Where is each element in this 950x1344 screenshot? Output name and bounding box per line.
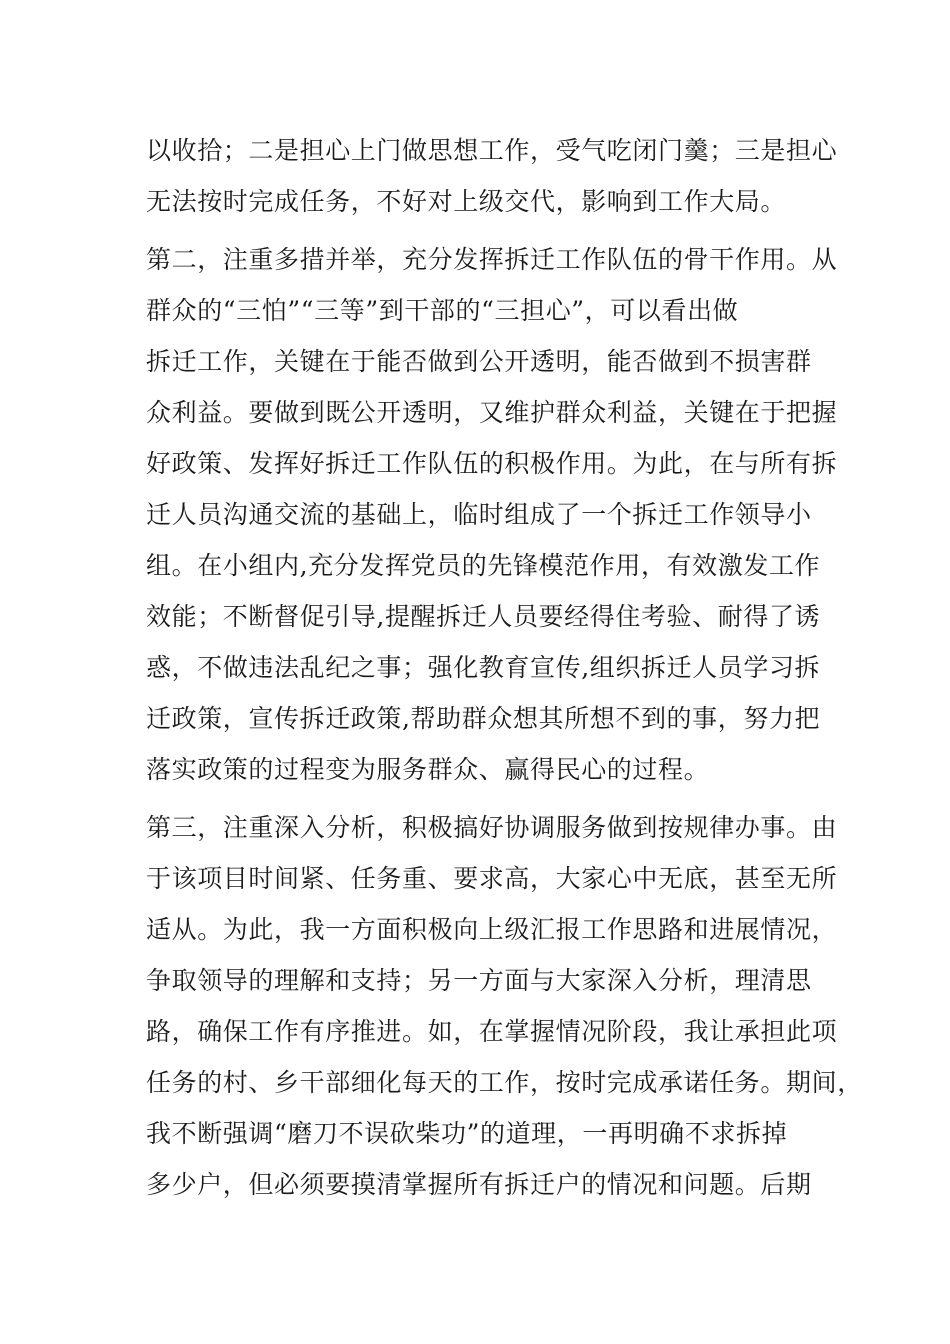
text-line: 我不断强调“磨刀不误砍柴功”的道理，一再明确不求拆掉 — [146, 1119, 788, 1148]
text-line: 争取领导的理解和支持；另一方面与大家深入分析，理清思 — [146, 966, 812, 995]
text-line: 群众的“三怕”“三等”到干部的“三担心”，可以看出做 — [146, 296, 739, 325]
document-body — [146, 125, 863, 1210]
paragraph-2 — [146, 234, 838, 795]
paragraph-3 — [146, 802, 863, 1210]
text-line: 惑，不做违法乱纪之事；强化教育宣传,组织拆迁人员学习拆 — [146, 653, 821, 682]
text-line: 任务的村、乡干部细化每天的工作，按时完成承诺任务。期间， — [146, 1068, 863, 1097]
text-line: 好政策、发挥好拆迁工作队伍的积极作用。为此，在与所有拆 — [146, 449, 838, 478]
text-line: 迁人员沟通交流的基础上，临时组成了一个拆迁工作领导小 — [146, 500, 812, 529]
text-line: 以收拾；二是担心上门做思想工作，受气吃闭门羹；三是担心 — [146, 136, 838, 165]
text-line: 路，确保工作有序推进。如，在掌握情况阶段，我让承担此项 — [146, 1017, 838, 1046]
paragraph-1 — [146, 125, 838, 227]
text-line: 第二，注重多措并举，充分发挥拆迁工作队伍的骨干作用。从 — [146, 245, 838, 274]
text-line: 迁政策，宣传拆迁政策,帮助群众想其所想不到的事，努力把 — [146, 704, 821, 733]
text-line: 多少户，但必须要摸清掌握所有拆迁户的情况和问题。后期 — [146, 1170, 812, 1199]
paragraph-spacer — [146, 795, 806, 802]
text-line: 效能；不断督促引导,提醒拆迁人员要经得住考验、耐得了诱 — [146, 602, 821, 631]
text-line: 组。在小组内,充分发挥党员的先锋模范作用，有效激发工作 — [146, 551, 821, 580]
text-line: 众利益。要做到既公开透明，又维护群众利益，关键在于把握 — [146, 398, 838, 427]
text-line: 无法按时完成任务，不好对上级交代，影响到工作大局。 — [146, 187, 787, 216]
text-line: 第三，注重深入分析，积极搞好协调服务做到按规律办事。由 — [146, 813, 838, 842]
paragraph-spacer — [146, 227, 806, 234]
text-line: 落实政策的过程变为服务群众、赢得民心的过程。 — [146, 755, 710, 784]
text-line: 于该项目时间紧、任务重、要求高，大家心中无底，甚至无所 — [146, 864, 838, 893]
text-line: 拆迁工作，关键在于能否做到公开透明，能否做到不损害群 — [146, 347, 812, 376]
text-line: 适从。为此，我一方面积极向上级汇报工作思路和进展情况， — [146, 915, 838, 944]
